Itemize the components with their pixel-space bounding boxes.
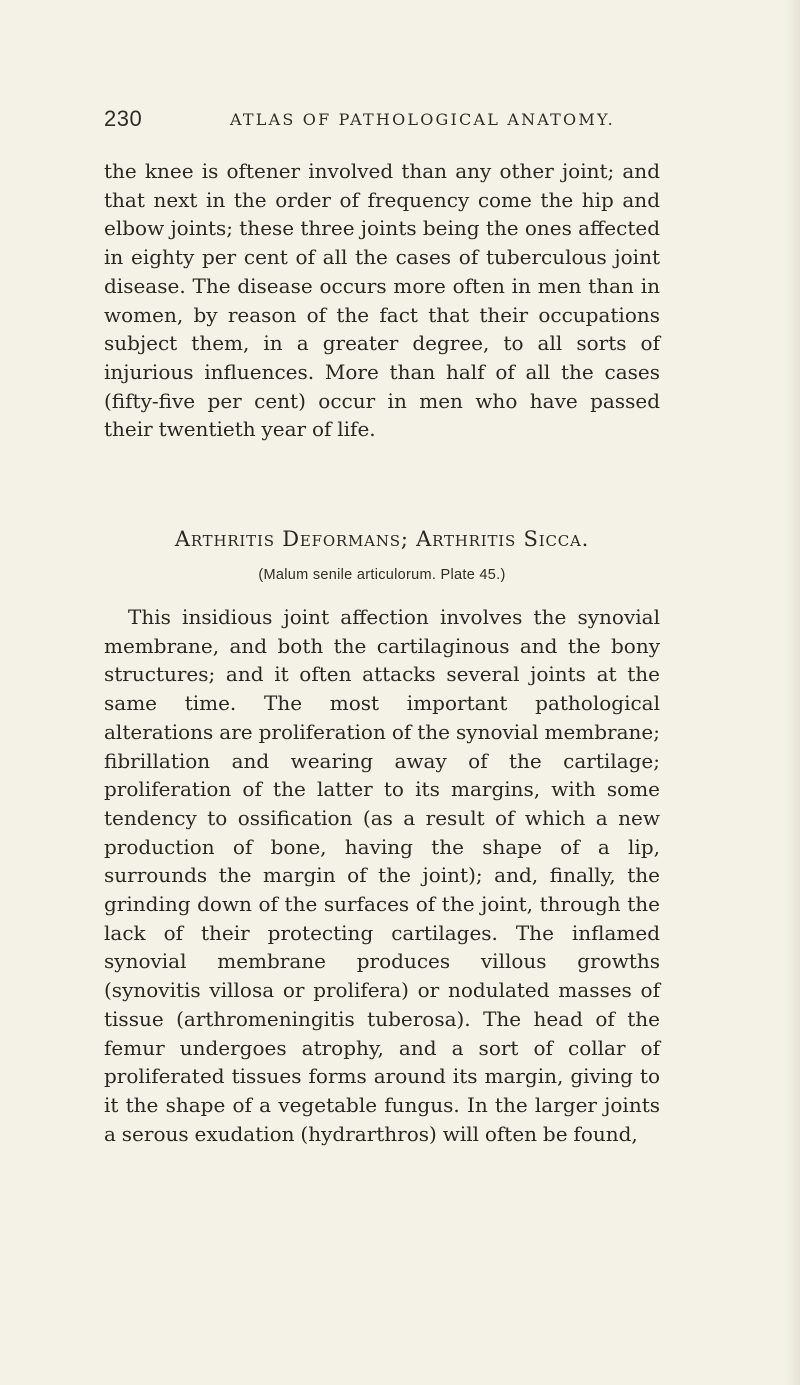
running-head [104,106,664,136]
section-heading: Arthritis Deformans; Arthritis Sicca. [174,527,590,551]
paragraph-tuberculous-joint-disease: the knee is oftener involved than any other joint; and that next in the order of frequency come the hip and elbow joints; these three joints being the ones affected in eighty per cent of all the cases of tuberculous joint disease. The disease occurs more often in men than in women, by reason of the fact that their occupations subject them, in a greater degree, to all sorts of injurious influences. More than half of all the cases (fifty-five per cent) occur in men who have passed their twentieth year of life. [104,159,660,442]
paragraph-arthritis-deformans: This insidious joint affection involves the synovial membrane, and both the cartilaginous and the bony structures; and it often attacks several joints at the same time. The most important pathological alterations are proliferation of the synovial membrane; fibrillation and wearing away of the cartilage; proliferation of the latter to its margins, with some tendency to ossification (as a result of which a new production of bone, having the shape of a lip, surrounds the margin of the joint); and, finally, the grinding down of the surfaces of the joint, through the lack of their protecting cartilages. The inflamed synovial membrane produces villous growths (synovitis villosa or prolifera) or nodulated masses of tissue (arthromeningitis tuberosa). The head of the femur undergoes atrophy, and a sort of collar of proliferated tissues forms around its margin, giving to it the shape of a vegetable fungus. In the larger joints a serous exudation (hydrarthros) will often be found, [104,605,660,1146]
page-number: 230 [104,106,143,131]
section-subheading: (Malum senile articulorum. Plate 45.) [258,567,506,583]
page-edge-shadow [786,0,800,1385]
running-title: ATLAS OF PATHOLOGICAL ANATOMY. [230,110,615,129]
